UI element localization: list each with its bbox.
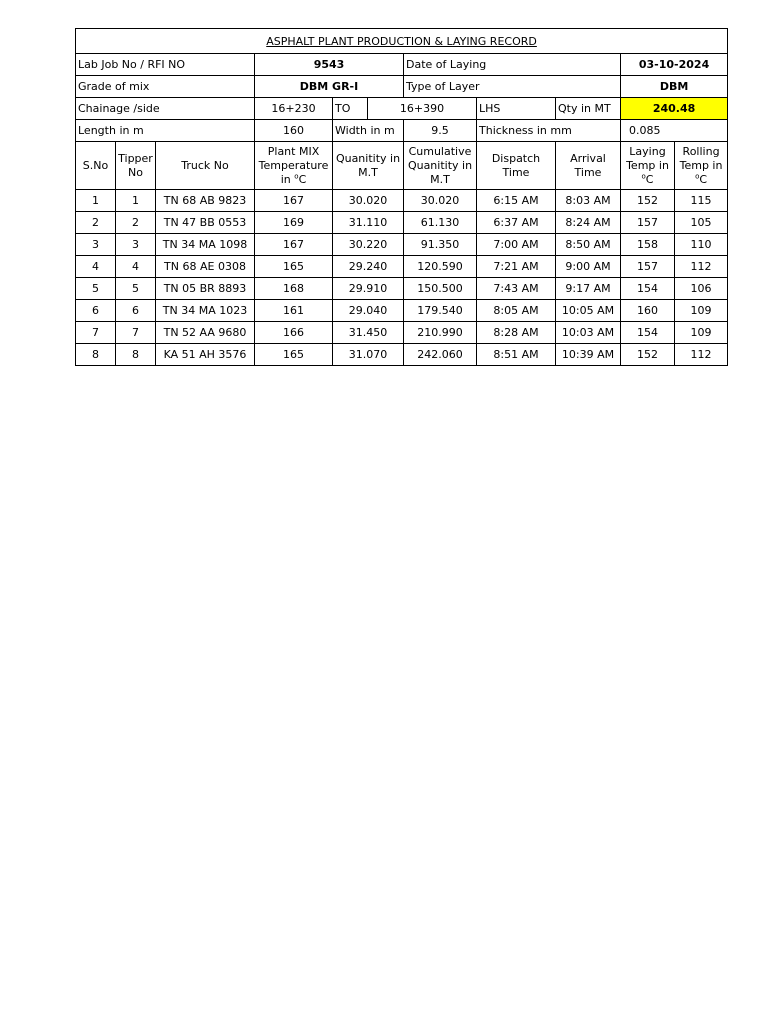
cell-truck: TN 34 MA 1098	[156, 234, 255, 256]
cell-qty: 30.020	[333, 190, 404, 212]
cell-truck: TN 52 AA 9680	[156, 322, 255, 344]
cell-sno: 4	[76, 256, 116, 278]
chainage-label: Chainage /side	[76, 98, 255, 120]
cell-cum-qty: 61.130	[404, 212, 477, 234]
cell-rolling-temp: 112	[675, 344, 728, 366]
cell-arrival: 9:17 AM	[556, 278, 621, 300]
thickness-value: 0.085	[621, 120, 728, 142]
cell-qty: 31.070	[333, 344, 404, 366]
layer-value: DBM	[621, 76, 728, 98]
chainage-from: 16+230	[255, 98, 333, 120]
cell-plant-temp: 166	[255, 322, 333, 344]
width-value: 9.5	[404, 120, 477, 142]
header-laying-text: Laying Temp in	[626, 144, 669, 172]
layer-label: Type of Layer	[404, 76, 621, 98]
cell-truck: KA 51 AH 3576	[156, 344, 255, 366]
table-row	[76, 300, 728, 322]
side-value: LHS	[477, 98, 556, 120]
cell-plant-temp: 167	[255, 190, 333, 212]
cell-rolling-temp: 109	[675, 322, 728, 344]
cell-truck: TN 34 MA 1023	[156, 300, 255, 322]
header-arrival: Arrival Time	[556, 142, 621, 190]
to-label: TO	[333, 98, 368, 120]
table-row	[76, 190, 728, 212]
cell-sno: 6	[76, 300, 116, 322]
width-label: Width in m	[333, 120, 404, 142]
header-plant-temp	[255, 142, 333, 190]
cell-laying-temp: 154	[621, 278, 675, 300]
length-value: 160	[255, 120, 333, 142]
cell-laying-temp: 160	[621, 300, 675, 322]
header-plant-temp-text: Plant MIX Temperature in	[258, 144, 329, 186]
cell-plant-temp: 165	[255, 344, 333, 366]
cell-qty: 31.450	[333, 322, 404, 344]
cell-tipper: 2	[116, 212, 156, 234]
cell-tipper: 8	[116, 344, 156, 366]
table-row	[76, 344, 728, 366]
cell-arrival: 10:03 AM	[556, 322, 621, 344]
cell-cum-qty: 91.350	[404, 234, 477, 256]
header-rolling	[675, 142, 728, 190]
record-title: ASPHALT PLANT PRODUCTION & LAYING RECORD	[76, 29, 728, 54]
cell-tipper: 7	[116, 322, 156, 344]
header-plant-temp-unit: C	[298, 172, 307, 186]
header-qty: Quanitity in M.T	[333, 142, 404, 190]
table-row	[76, 278, 728, 300]
length-label: Length in m	[76, 120, 255, 142]
cell-laying-temp: 154	[621, 322, 675, 344]
grade-label: Grade of mix	[76, 76, 255, 98]
cell-dispatch: 7:43 AM	[477, 278, 556, 300]
cell-plant-temp: 167	[255, 234, 333, 256]
header-laying	[621, 142, 675, 190]
header-cum-qty: Cumulative Quanitity in M.T	[404, 142, 477, 190]
cell-rolling-temp: 110	[675, 234, 728, 256]
cell-qty: 29.910	[333, 278, 404, 300]
cell-cum-qty: 210.990	[404, 322, 477, 344]
cell-arrival: 8:50 AM	[556, 234, 621, 256]
data-rows	[76, 190, 728, 366]
cell-tipper: 6	[116, 300, 156, 322]
lab-job-value: 9543	[255, 54, 404, 76]
cell-laying-temp: 152	[621, 344, 675, 366]
cell-plant-temp: 161	[255, 300, 333, 322]
cell-dispatch: 7:00 AM	[477, 234, 556, 256]
thickness-label: Thickness in mm	[477, 120, 621, 142]
cell-laying-temp: 157	[621, 256, 675, 278]
header-truck: Truck No	[156, 142, 255, 190]
table-row	[76, 256, 728, 278]
cell-cum-qty: 30.020	[404, 190, 477, 212]
cell-cum-qty: 150.500	[404, 278, 477, 300]
cell-tipper: 3	[116, 234, 156, 256]
cell-dispatch: 6:15 AM	[477, 190, 556, 212]
cell-tipper: 1	[116, 190, 156, 212]
cell-truck: TN 47 BB 0553	[156, 212, 255, 234]
table-row	[76, 322, 728, 344]
degree-mark: o	[695, 171, 700, 180]
qty-value: 240.48	[621, 98, 728, 120]
table-row	[76, 234, 728, 256]
cell-arrival: 8:03 AM	[556, 190, 621, 212]
cell-dispatch: 8:51 AM	[477, 344, 556, 366]
cell-sno: 2	[76, 212, 116, 234]
header-sno: S.No	[76, 142, 116, 190]
cell-tipper: 4	[116, 256, 156, 278]
header-laying-unit: C	[645, 172, 654, 186]
cell-plant-temp: 168	[255, 278, 333, 300]
cell-cum-qty: 242.060	[404, 344, 477, 366]
cell-dispatch: 8:05 AM	[477, 300, 556, 322]
cell-cum-qty: 179.540	[404, 300, 477, 322]
cell-qty: 29.240	[333, 256, 404, 278]
cell-qty: 29.040	[333, 300, 404, 322]
header-tipper: Tipper No	[116, 142, 156, 190]
cell-truck: TN 05 BR 8893	[156, 278, 255, 300]
date-label: Date of Laying	[404, 54, 621, 76]
cell-qty: 30.220	[333, 234, 404, 256]
grade-value: DBM GR-I	[255, 76, 404, 98]
chainage-to: 16+390	[368, 98, 477, 120]
qty-label: Qty in MT	[556, 98, 621, 120]
header-dispatch: Dispatch Time	[477, 142, 556, 190]
degree-mark: o	[294, 171, 299, 180]
cell-truck: TN 68 AB 9823	[156, 190, 255, 212]
cell-sno: 1	[76, 190, 116, 212]
date-value: 03-10-2024	[621, 54, 728, 76]
cell-plant-temp: 169	[255, 212, 333, 234]
cell-laying-temp: 158	[621, 234, 675, 256]
cell-truck: TN 68 AE 0308	[156, 256, 255, 278]
cell-dispatch: 7:21 AM	[477, 256, 556, 278]
cell-dispatch: 6:37 AM	[477, 212, 556, 234]
cell-laying-temp: 152	[621, 190, 675, 212]
header-rolling-text: Rolling Temp in	[679, 144, 723, 172]
cell-sno: 5	[76, 278, 116, 300]
laying-record-table	[75, 28, 728, 366]
cell-tipper: 5	[116, 278, 156, 300]
cell-rolling-temp: 112	[675, 256, 728, 278]
cell-laying-temp: 157	[621, 212, 675, 234]
degree-mark: o	[641, 171, 646, 180]
header-rolling-unit: C	[699, 172, 708, 186]
cell-rolling-temp: 115	[675, 190, 728, 212]
cell-rolling-temp: 105	[675, 212, 728, 234]
cell-sno: 7	[76, 322, 116, 344]
cell-cum-qty: 120.590	[404, 256, 477, 278]
table-row	[76, 212, 728, 234]
cell-arrival: 10:39 AM	[556, 344, 621, 366]
cell-arrival: 8:24 AM	[556, 212, 621, 234]
cell-sno: 8	[76, 344, 116, 366]
cell-sno: 3	[76, 234, 116, 256]
cell-arrival: 9:00 AM	[556, 256, 621, 278]
lab-job-label: Lab Job No / RFI NO	[76, 54, 255, 76]
cell-qty: 31.110	[333, 212, 404, 234]
cell-rolling-temp: 106	[675, 278, 728, 300]
cell-plant-temp: 165	[255, 256, 333, 278]
cell-arrival: 10:05 AM	[556, 300, 621, 322]
cell-dispatch: 8:28 AM	[477, 322, 556, 344]
cell-rolling-temp: 109	[675, 300, 728, 322]
